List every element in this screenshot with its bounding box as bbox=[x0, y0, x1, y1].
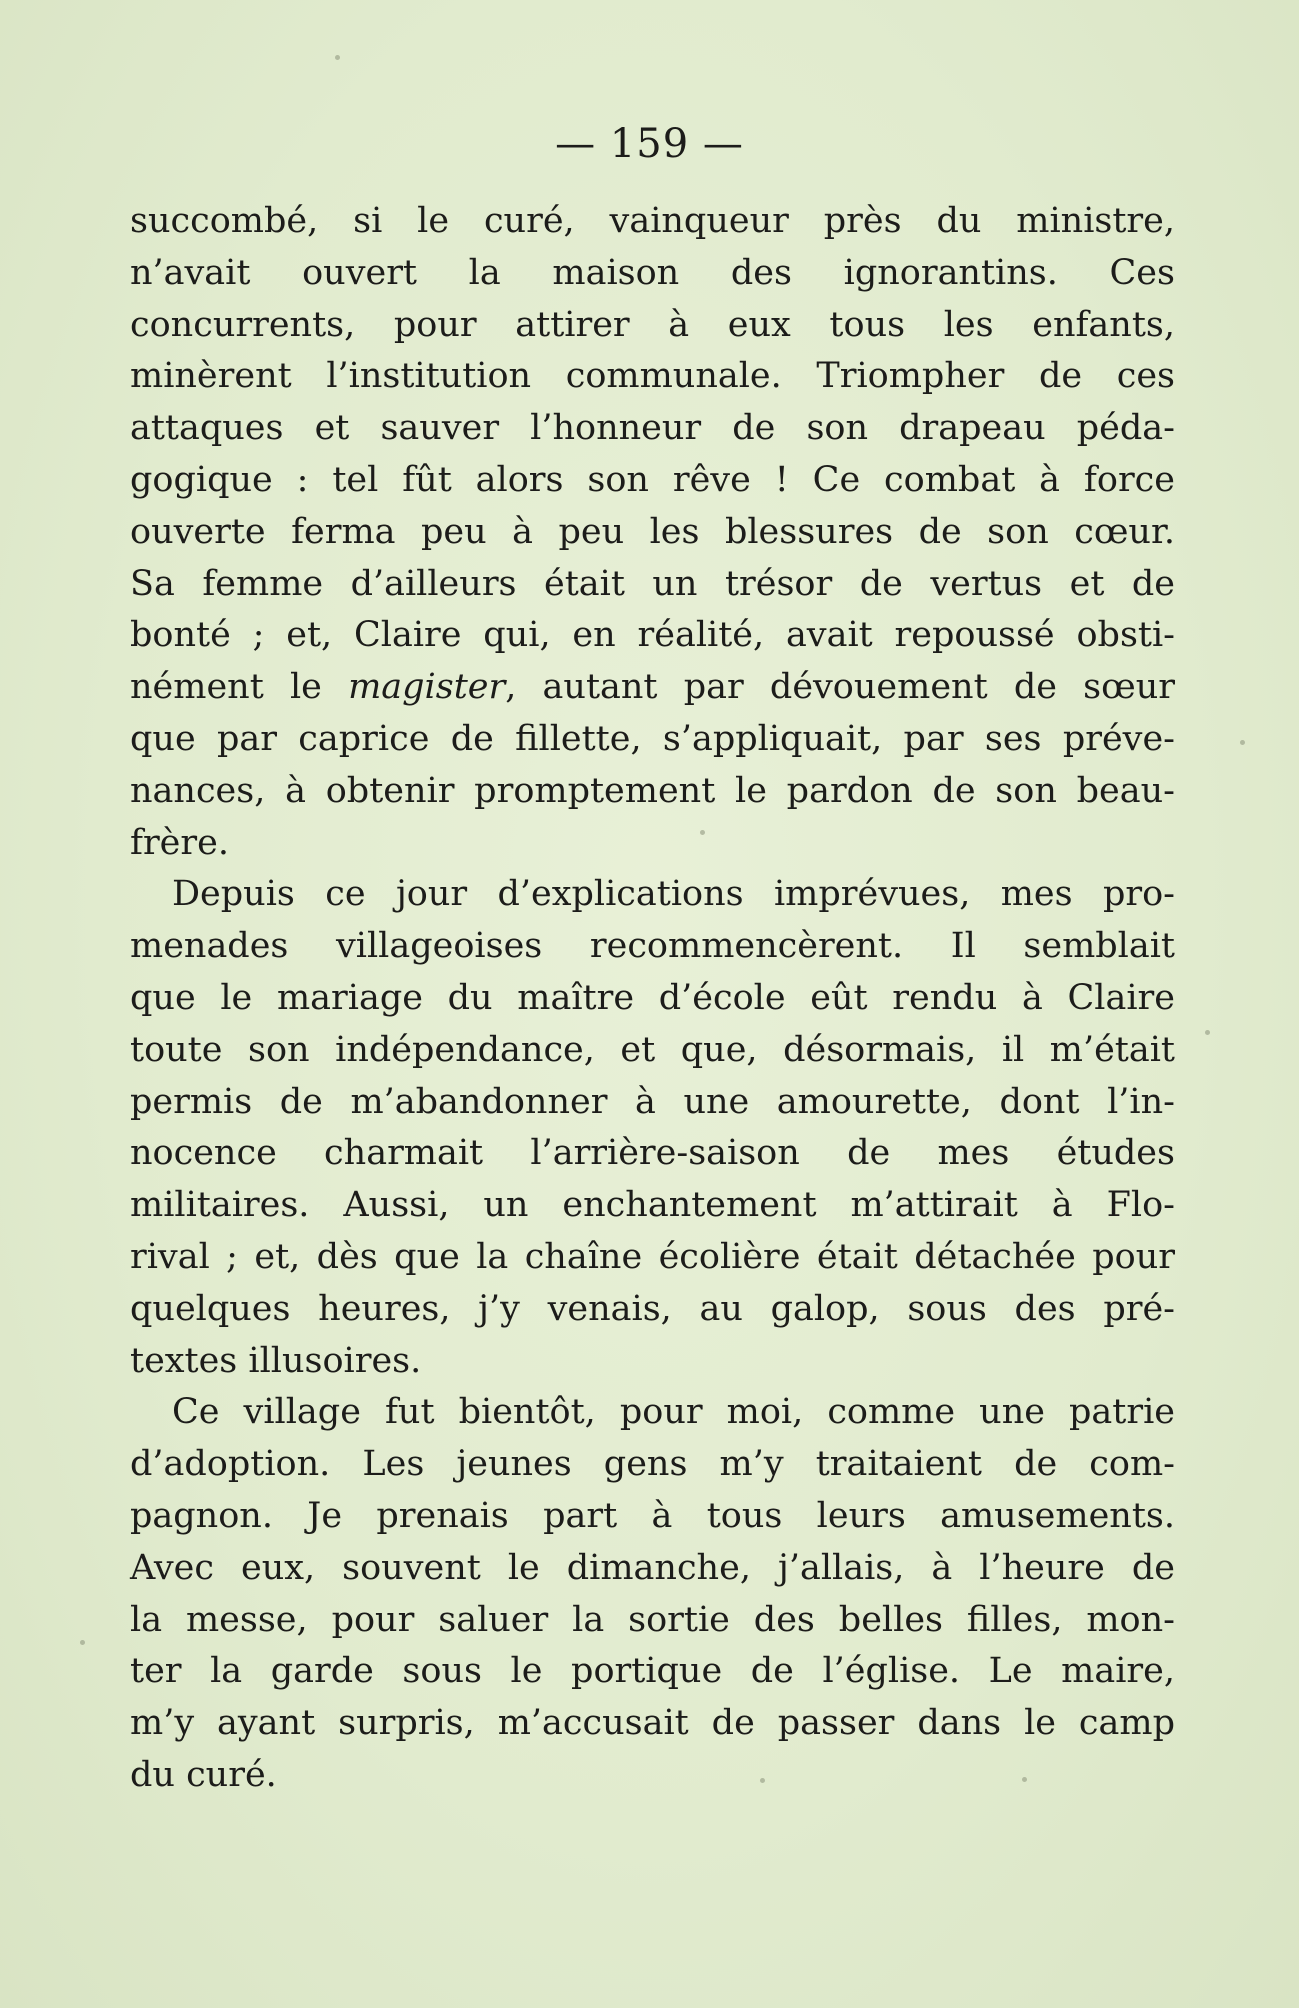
text-line: Ce village fut bientôt, pour moi, comme une patrie bbox=[172, 1392, 1175, 1433]
paper-speck bbox=[1240, 740, 1245, 745]
text-line: Avec eux, souvent le dimanche, j’allais, à l’heure de bbox=[130, 1547, 1175, 1588]
text-line: textes illusoires. bbox=[130, 1340, 422, 1381]
text-line-with-italic bbox=[130, 662, 1175, 714]
paper-speck bbox=[335, 55, 340, 60]
text-line: permis de m’abandonner à une amourette, dont l’in- bbox=[130, 1081, 1175, 1122]
paper-speck bbox=[1205, 1030, 1210, 1035]
text-line: menades villageoises recommencèrent. Il semblait bbox=[130, 926, 1175, 967]
text-segment: , autant par dévouement de sœur bbox=[505, 667, 1176, 708]
text-line: nocence charmait l’arrière-saison de mes études bbox=[130, 1133, 1175, 1174]
text-line: succombé, si le curé, vainqueur près du ministre, bbox=[130, 201, 1175, 241]
text-line: d’adoption. Les jeunes gens m’y traitaient de com- bbox=[130, 1444, 1175, 1485]
paper-speck bbox=[700, 830, 705, 835]
body-text bbox=[130, 196, 1175, 1802]
italic-word: magister bbox=[348, 667, 506, 708]
paper-speck bbox=[760, 1778, 765, 1783]
paragraph-1 bbox=[130, 196, 1175, 869]
page-number: — 159 — bbox=[555, 121, 744, 167]
text-line: bonté ; et, Claire qui, en réalité, avait repoussé obsti- bbox=[130, 615, 1175, 656]
text-line: ouverte ferma peu à peu les blessures de son cœur. bbox=[130, 511, 1175, 552]
text-line: que par caprice de fillette, s’appliquait, par ses préve- bbox=[130, 718, 1175, 759]
text-line: n’avait ouvert la maison des ignorantins. Ces bbox=[130, 252, 1175, 293]
text-line: la messe, pour saluer la sortie des belles filles, mon- bbox=[130, 1599, 1175, 1640]
text-line: nances, à obtenir promptement le pardon de son beau- bbox=[130, 770, 1175, 811]
text-line: attaques et sauver l’honneur de son drapeau péda- bbox=[130, 408, 1175, 449]
text-line: Depuis ce jour d’explications imprévues, mes pro- bbox=[172, 874, 1175, 915]
text-line: rival ; et, dès que la chaîne écolière était détachée pour bbox=[130, 1236, 1175, 1277]
paragraph-3 bbox=[130, 1387, 1175, 1801]
text-line: Sa femme d’ailleurs était un trésor de vertus et de bbox=[130, 563, 1175, 604]
text-line: du curé. bbox=[130, 1754, 277, 1795]
paper-speck bbox=[1022, 1777, 1027, 1782]
text-line: toute son indépendance, et que, désormais, il m’était bbox=[130, 1029, 1175, 1070]
text-line: concurrents, pour attirer à eux tous les enfants, bbox=[130, 304, 1175, 345]
text-line: minèrent l’institution communale. Triompher de ces bbox=[130, 356, 1175, 397]
text-line: m’y ayant surpris, m’accusait de passer dans le camp bbox=[130, 1703, 1175, 1744]
text-line: ter la garde sous le portique de l’église. Le maire, bbox=[130, 1651, 1175, 1692]
text-line: gogique : tel fût alors son rêve ! Ce combat à force bbox=[130, 459, 1175, 500]
paper-speck bbox=[80, 1640, 85, 1645]
text-line: pagnon. Je prenais part à tous leurs amusements. bbox=[130, 1495, 1175, 1536]
text-line: frère. bbox=[130, 822, 229, 863]
text-line: militaires. Aussi, un enchantement m’attirait à Flo- bbox=[130, 1185, 1175, 1226]
text-line: quelques heures, j’y venais, au galop, sous des pré- bbox=[130, 1288, 1175, 1329]
text-segment: nément le bbox=[130, 667, 349, 708]
paragraph-2 bbox=[130, 869, 1175, 1387]
text-line: que le mariage du maître d’école eût rendu à Claire bbox=[130, 977, 1175, 1018]
